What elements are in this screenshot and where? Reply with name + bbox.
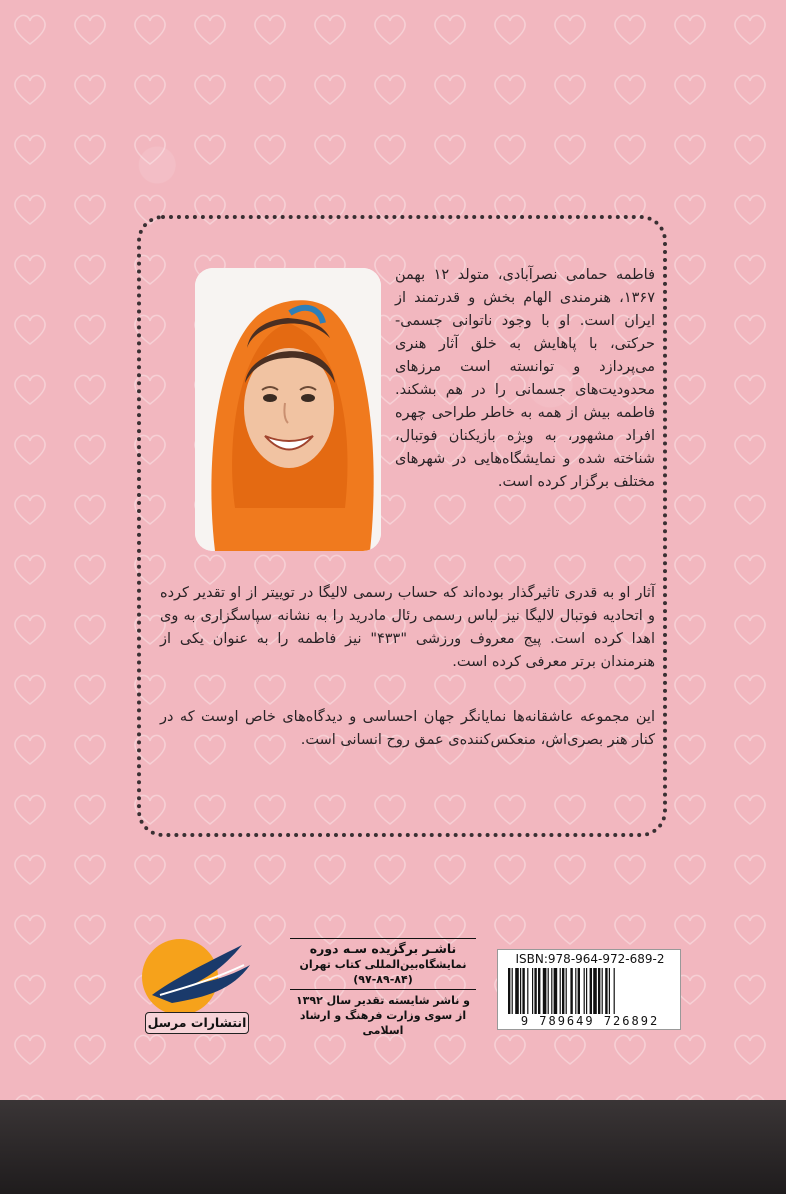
barcode-bar	[532, 968, 533, 1014]
bio-paragraph-3: این مجموعه عاشقانه‌ها نمایانگر جهان احساسی و دیدگاه‌های خاص اوست که در کنار هنر بصری‌اش، منعکس‌کننده‌ی عمق روح انسانی است.	[160, 709, 655, 748]
barcode-bar	[522, 968, 524, 1014]
bio-paragraph-1: فاطمه حمامی نصرآبادی، متولد ۱۲ بهمن ۱۳۶۷، هنرمندی الهام بخش و قدرتمند از ایران است. او با وجود ناتوانی جسمی-حرکتی، با پاهایش به خلق آثار هنری می‌پردازد و توانسته است مرزهای محدودیت‌های جسمانی را در هم بشکند. فاطمه بیش از همه به خاطر طراحی چهره افراد مشهور، به ویژه بازیکنان فوتبال، شناخته شده و نمایشگاه‌هایی در شهرهای مختلف برگزار کرده است.	[395, 267, 656, 490]
barcode-bar	[543, 968, 547, 1014]
barcode-bar	[508, 968, 510, 1014]
award-line-3: (۹۷-۸۹-۸۴)	[290, 972, 476, 990]
award-line-4: و ناشر شایسته تقدیر سال ۱۳۹۲	[295, 994, 471, 1007]
barcode-bar	[520, 968, 521, 1014]
publisher-name-label: انتشارات مرسل	[145, 1012, 249, 1034]
barcode-bar	[554, 968, 558, 1014]
barcode-bar	[602, 968, 603, 1014]
barcode-bar	[538, 968, 540, 1014]
award-line-5: از سوی وزارت فرهنگ و ارشاد اسلامی	[299, 1009, 467, 1037]
isbn-text: ISBN:978-964-972-689-2	[515, 952, 665, 966]
barcode-bar	[578, 968, 580, 1014]
barcode-bar	[527, 968, 528, 1014]
author-portrait	[195, 268, 381, 551]
barcode-bar	[534, 968, 536, 1014]
barcode-bar	[593, 968, 597, 1014]
publisher-award-block	[290, 938, 476, 1037]
barcode-bar	[560, 968, 561, 1014]
barcode-bar	[551, 968, 552, 1014]
barcode-bar	[575, 968, 576, 1014]
barcode-bar	[566, 968, 567, 1014]
award-line-1: ناشـر برگزیده سـه دوره	[290, 938, 476, 957]
barcode-bar	[548, 968, 549, 1014]
barcode-bar	[515, 968, 519, 1014]
barcode-bar	[609, 968, 610, 1014]
barcode-bar	[590, 968, 592, 1014]
barcode-bars	[508, 968, 672, 1014]
barcode-bar	[562, 968, 564, 1014]
award-line-2: نمایشگاه‌بین‌المللی کتاب تهران	[299, 958, 467, 971]
portrait-illustration	[195, 268, 381, 551]
barcode-bar	[598, 968, 600, 1014]
barcode-bar	[512, 968, 513, 1014]
barcode-digits: 9 789649 726892	[520, 1014, 660, 1028]
barcode-bar	[570, 968, 572, 1014]
barcode-bar	[584, 968, 585, 1014]
bottom-dark-band	[0, 1100, 786, 1194]
isbn-barcode	[497, 949, 681, 1030]
barcode-bar	[614, 968, 615, 1014]
bio-paragraph-2: آثار او به قدری تاثیرگذار بوده‌اند که حساب رسمی لالیگا در توییتر از او تقدیر کرده و اتحادیه فوتبال لالیگا نیز لباس رسمی رئال مادرید را به نشانه سپاسگزاری به وی اهدا کرده است. پیج معروف ورزشی "۴۳۳" نیز فاطمه را به عنوان یکی از هنرمندان برتر معرفی کرده است.	[160, 585, 655, 670]
barcode-bar	[605, 968, 607, 1014]
barcode-bar	[586, 968, 587, 1014]
